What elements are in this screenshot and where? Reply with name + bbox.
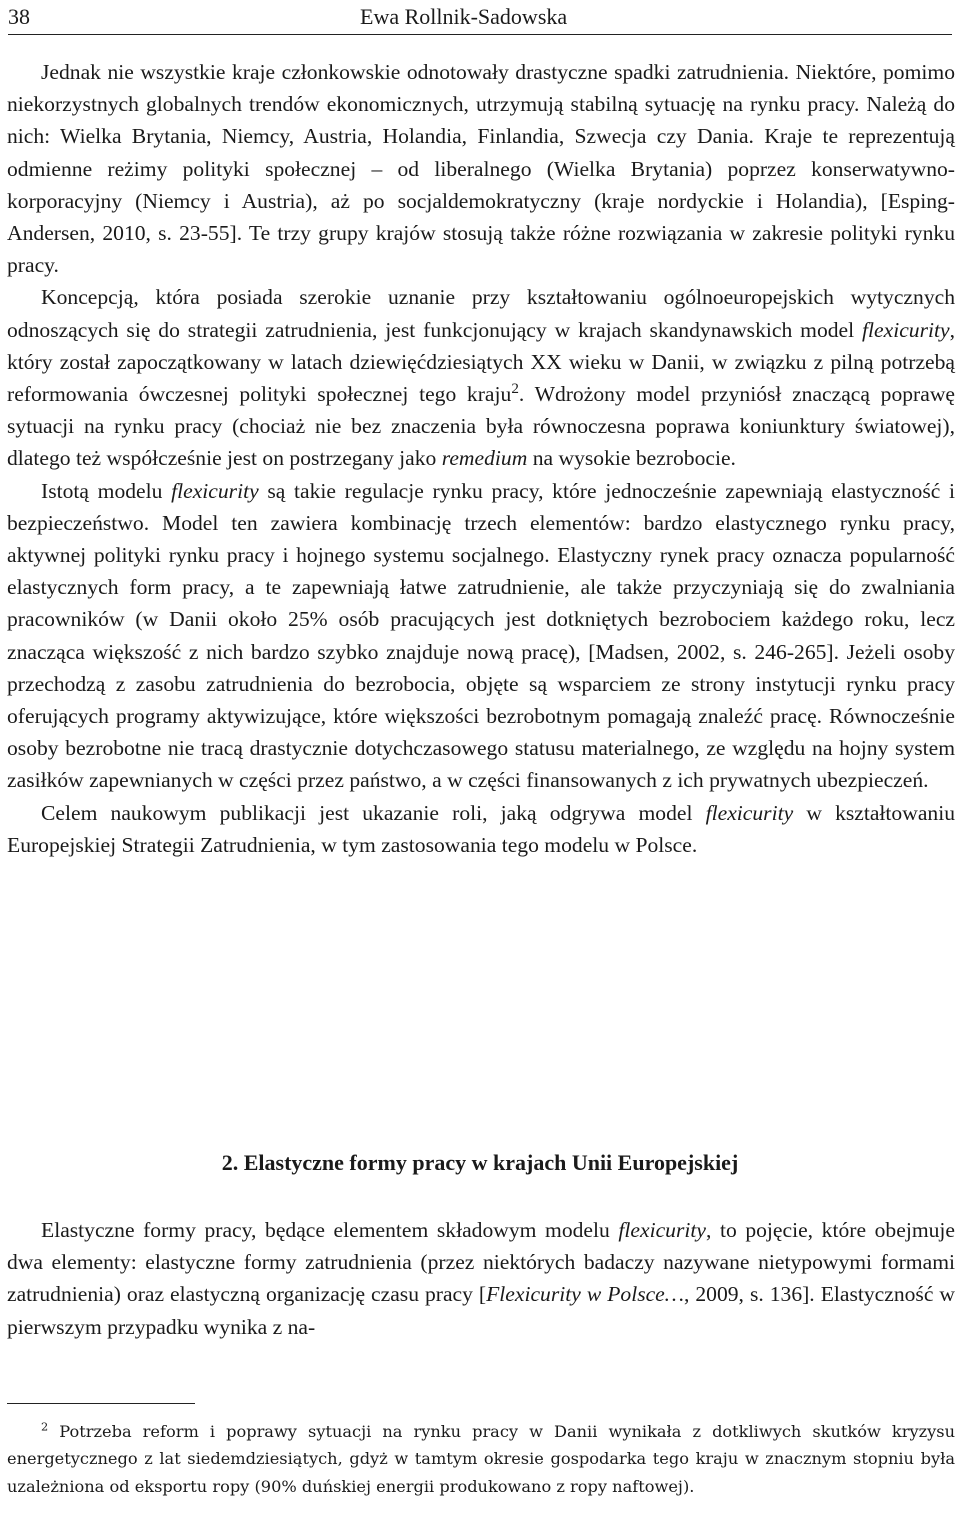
text-run: Istotą modelu xyxy=(41,478,172,503)
body-paragraph xyxy=(7,281,955,474)
section-paragraph xyxy=(7,1214,955,1343)
page-number: 38 xyxy=(8,4,30,29)
text-run: w kształtowaniu Europejskiej Strategii Zatrudnienia, w tym zastosowania tego modelu w Polsce. xyxy=(7,800,955,857)
section-heading: 2. Elastyczne formy pracy w krajach Unii Europejskiej xyxy=(221,1150,739,1175)
text-run: na wysokie bezrobocie. xyxy=(527,446,736,471)
text-run: , który został zapoczątkowany w latach dziewięćdziesiątych XX wieku w Danii, w związku z pilną potrzebą reformowania ówczesnej polityki społecznej tego kraju xyxy=(7,317,955,407)
italic-term: remedium xyxy=(441,446,528,471)
text-run: . Wdrożony model przyniósł znaczącą poprawę sytuacji na rynku pracy (chociaż nie bez znaczenia była równoczesna poprawa koniunktury światowej), dlatego też współcześnie jest on postrzegany jako xyxy=(7,382,956,471)
text-run: Jednak nie wszystkie kraje członkowskie odnotowały drastyczne spadki zatrudnienia. Niektóre, pomimo niekorzystnych globalnych trendów ekonomicznych, utrzymują stabilną sytuację na rynku pracy. Należą do nich: Wielka Brytania, Niemcy, Austria, Holandia, Finlandia, Szwecja czy Dania. Kraje te reprezentują odmienne reżimy polityki społecznej – od liberalnego (Wielka Brytania) poprzez konserwatywno-korporacyjny (Niemcy i Austria), aż po socjaldemokratyczny (kraje nordyckie i Holandia), [Esping-Andersen, 2010, s. 23-55]. Te trzy grupy krajów stosują także różne rozwiązania w zakresie polityki rynku pracy. xyxy=(7,60,955,278)
running-title: Ewa Rollnik-Sadowska xyxy=(360,4,568,29)
footnote-divider xyxy=(7,1403,195,1404)
page-header xyxy=(8,0,952,35)
italic-term: flexicurity xyxy=(171,478,259,503)
italic-term: flexicurity xyxy=(862,317,950,342)
text-run: Elastyczne formy pracy, będące elementem składowym modelu xyxy=(41,1218,619,1242)
text-run: , 2009, s. 136]. Elastyczność w pierwszym przypadku wynika z na- xyxy=(7,1282,955,1339)
footnote-text: Potrzeba reform i poprawy sytuacji na rynku pracy w Danii wynikała z dotkliwych skutków kryzysu energetycznego z lat siedemdziesiątych, gdyż w tamtym okresie gospodarka tego kraju w znacznym stopniu była uzależniona od eksportu ropy (90% duńskiej energii produkowano z ropy naftowej). xyxy=(7,1422,955,1496)
footnote-reference: 2 xyxy=(511,380,519,397)
body-text-intro xyxy=(7,56,955,861)
italic-term: Flexicurity w Polsce… xyxy=(486,1282,684,1307)
text-run: są takie regulacje rynku pracy, które jednocześnie zapewniają elastyczność i bezpieczeństwo. Model ten zawiera kombinację trzech elementów: bardzo elastycznego rynku pracy, aktywnej polityki rynku pracy i hojnego systemu socjalnego. Elastyczny rynek pracy oznacza popularność elastycznych form pracy, a te zapewniają łatwe zatrudnienie, ale także przyczyniają się do zwalniania pracowników (w Danii około 25% osób pracujących jest dotkniętych bezrobociem każdego roku, lecz znacząca większość z nich bardzo szybko znajduje nową pracę), [Madsen, 2002, s. 246-265]. Jeżeli osoby przechodzą z zasobu zatrudnienia do bezrobocia, objęte są wsparciem ze strony instytucji rynku pracy oferujących programy aktywizujące, które większości bezrobotnym pomagają znaleźć pracę. Równocześnie osoby bezrobotne nie tracą drastycznie dotychczasowego statusu materialnego, ze względu na hojny system zasiłków zapewnianych w części przez państwo, a w części finansowanych z ich prywatnych ubezpieczeń. xyxy=(7,478,956,793)
italic-term: flexicurity xyxy=(618,1218,706,1242)
footnote xyxy=(7,1418,955,1500)
text-run: Celem naukowym publikacji jest ukazanie roli, jaką odgrywa model xyxy=(41,800,706,825)
text-run: Koncepcją, która posiada szerokie uznanie przy kształtowaniu ogólnoeuropejskich wytycznych odnoszących się do strategii zatrudnienia, jest funkcjonujący w krajach skandynawskich model xyxy=(7,285,955,342)
body-paragraph xyxy=(7,56,955,281)
body-paragraph xyxy=(7,797,955,861)
footnote-marker: 2 xyxy=(41,1419,49,1434)
body-text-section-2 xyxy=(7,1214,955,1343)
italic-term: flexicurity xyxy=(705,800,794,825)
body-paragraph xyxy=(7,475,955,797)
text-run: , to pojęcie, które obejmuje dwa elementy: elastyczne formy zatrudnienia (przez niektórych badaczy nazywane nietypowymi formami zatrudnienia) oraz elastyczną organizację czasu pracy [ xyxy=(7,1218,955,1307)
